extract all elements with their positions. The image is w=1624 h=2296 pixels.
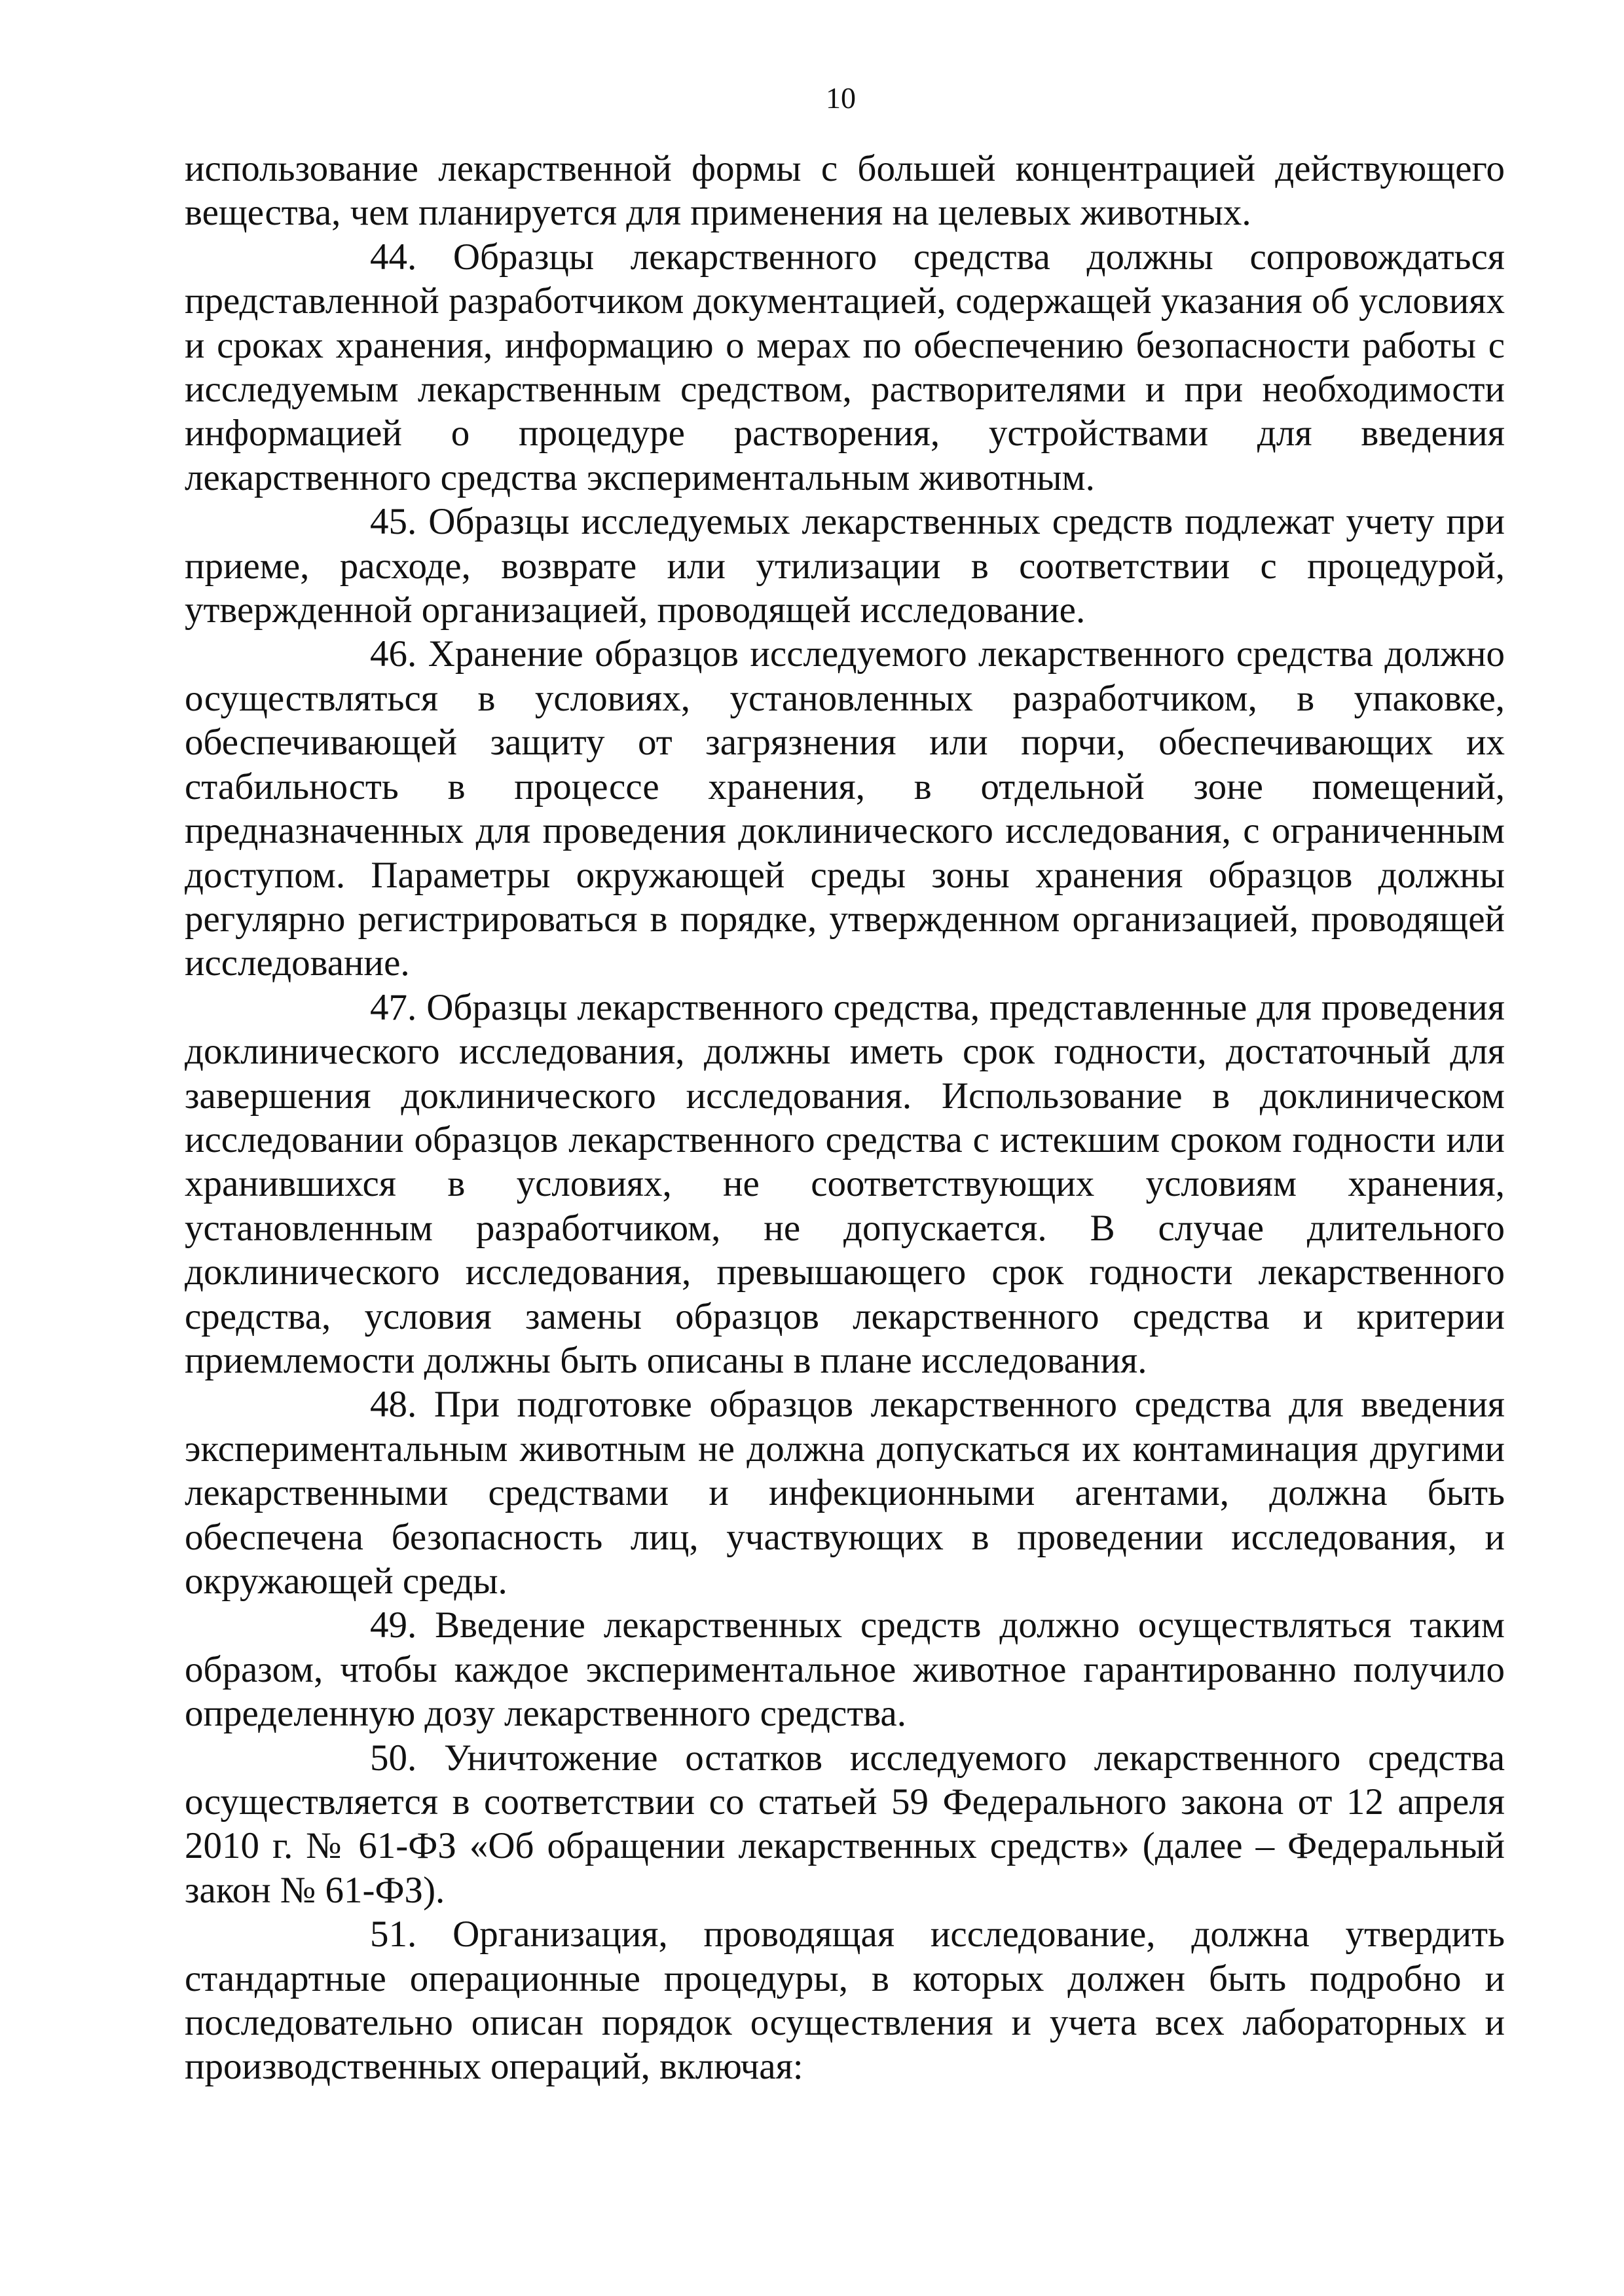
paragraph-51: 51. Организация, проводящая исследование, должна утвердить стандартные операционные процедуры, в которых должен быть подробно и последовательно описан порядок осуществления и учета всех лабораторных и производственных операций, включая: [185,1914,1505,2088]
paragraph-46: 46. Хранение образцов исследуемого лекарственного средства должно осуществляться в условиях, установленных разработчиком, в упаковке, обеспечивающей защиту от загрязнения или порчи, обеспечивающих их стабильность в процессе хранения, в отдельной зоне помещений, предназначенных для проведения доклинического исследования, с ограниченным доступом. Параметры окружающей среды зоны хранения образцов должны регулярно регистрироваться в порядке, утвержденном организацией, проводящей исследование. [185,633,1505,984]
paragraph-44: 44. Образцы лекарственного средства должны сопровождаться представленной разработчиком документацией, содержащей указания об условиях и сроках хранения, информацию о мерах по обеспечению безопасности работы с исследуемым лекарственным средством, растворителями и при необходимости информацией о процедуре растворения, устройствами для введения лекарственного средства экспериментальным животным. [185,236,1505,498]
paragraph-continuation: использование лекарственной формы с большей концентрацией действующего вещества, чем планируется для применения на целевых животных. [185,148,1505,234]
page-number: 10 [826,81,856,115]
paragraph-49: 49. Введение лекарственных средств должно осуществляться таким образом, чтобы каждое экспериментальное животное гарантированно получило определенную дозу лекарственного средства. [185,1604,1505,1735]
paragraph-48: 48. При подготовке образцов лекарственного средства для введения экспериментальным животным не должна допускаться их контаминация другими лекарственными средствами и инфекционными агентами, должна быть обеспечена безопасность лиц, участвующих в проведении исследования, и окружающей среды. [185,1384,1505,1602]
paragraph-50: 50. Уничтожение остатков исследуемого лекарственного средства осуществляется в соответствии со статьей 59 Федерального закона от 12 апреля 2010 г. № 61-ФЗ «Об обращении лекарственных средств» (далее – Федеральный закон № 61-ФЗ). [185,1737,1505,1911]
paragraph-45: 45. Образцы исследуемых лекарственных средств подлежат учету при приеме, расходе, возврате или утилизации в соответствии с процедурой, утвержденной организацией, проводящей исследование. [185,501,1505,631]
paragraph-47: 47. Образцы лекарственного средства, представленные для проведения доклинического исследования, должны иметь срок годности, достаточный для завершения доклинического исследования. Использование в доклиническом исследовании образцов лекарственного средства с истекшим сроком годности или хранившихся в условиях, не соответствующих условиям хранения, установленным разработчиком, не допускается. В случае длительного доклинического исследования, превышающего срок годности лекарственного средства, условия замены образцов лекарственного средства и критерии приемлемости должны быть описаны в плане исследования. [185,986,1505,1381]
document-body [185,147,1505,2089]
